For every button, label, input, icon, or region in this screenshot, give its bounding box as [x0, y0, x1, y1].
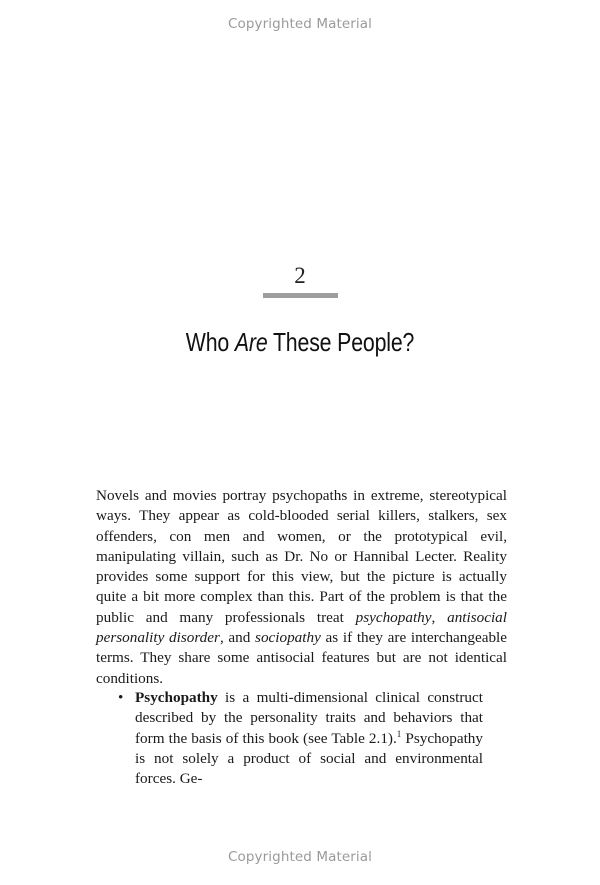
term-antisocial-personality-disorder: antisocial personality disorder: [96, 608, 507, 647]
body-text: [96, 486, 507, 689]
copyright-watermark-bottom: Copyrighted Material: [228, 849, 372, 865]
bullet-text-1: is a multi-dimensional clinical construct described by the personality traits and behaviors that form the basis of this book (see Table 2.1).: [135, 689, 483, 747]
bullet-text-2: Psychopathy is not solely a product of social and environmental forces. Ge-: [135, 729, 483, 788]
chapter-number: 2: [294, 263, 306, 288]
intro-paragraph: [96, 486, 507, 689]
copyright-watermark-top: Copyrighted Material: [228, 16, 372, 32]
term-psychopathy: psychopathy: [355, 608, 432, 626]
chapter-title-emphasis: Are: [234, 327, 268, 357]
bullet-marker: •: [118, 689, 124, 706]
term-sociopathy: sociopathy: [255, 629, 321, 647]
separator-1: ,: [431, 608, 448, 626]
paragraph-text-1: Novels and movies portray psychopaths in extreme, stereotypical ways. They appear as cold-blooded serial killers, stalkers, sex offenders, con men and women, or the prototypical evil, manipulating villain, such as Dr. No or Hannibal Lecter. Reality provides some support for this view, but the picture is actually quite a bit more complex than this. Part of the problem is that the public and many professionals treat: [96, 487, 507, 626]
chapter-divider-rule: [263, 293, 338, 298]
footnote-reference[interactable]: 1: [396, 728, 402, 739]
bullet-term: Psychopathy: [135, 689, 218, 706]
paragraph-text-2: as if they are interchangeable terms. They share some antisocial features but are not identical conditions.: [96, 629, 507, 687]
list-item: [118, 688, 483, 789]
chapter-title-part-2: These People?: [267, 327, 415, 357]
separator-2: , and: [219, 629, 256, 647]
chapter-title-part-1: Who: [185, 327, 235, 357]
chapter-title: [54, 325, 546, 359]
definition-list: [118, 688, 483, 789]
